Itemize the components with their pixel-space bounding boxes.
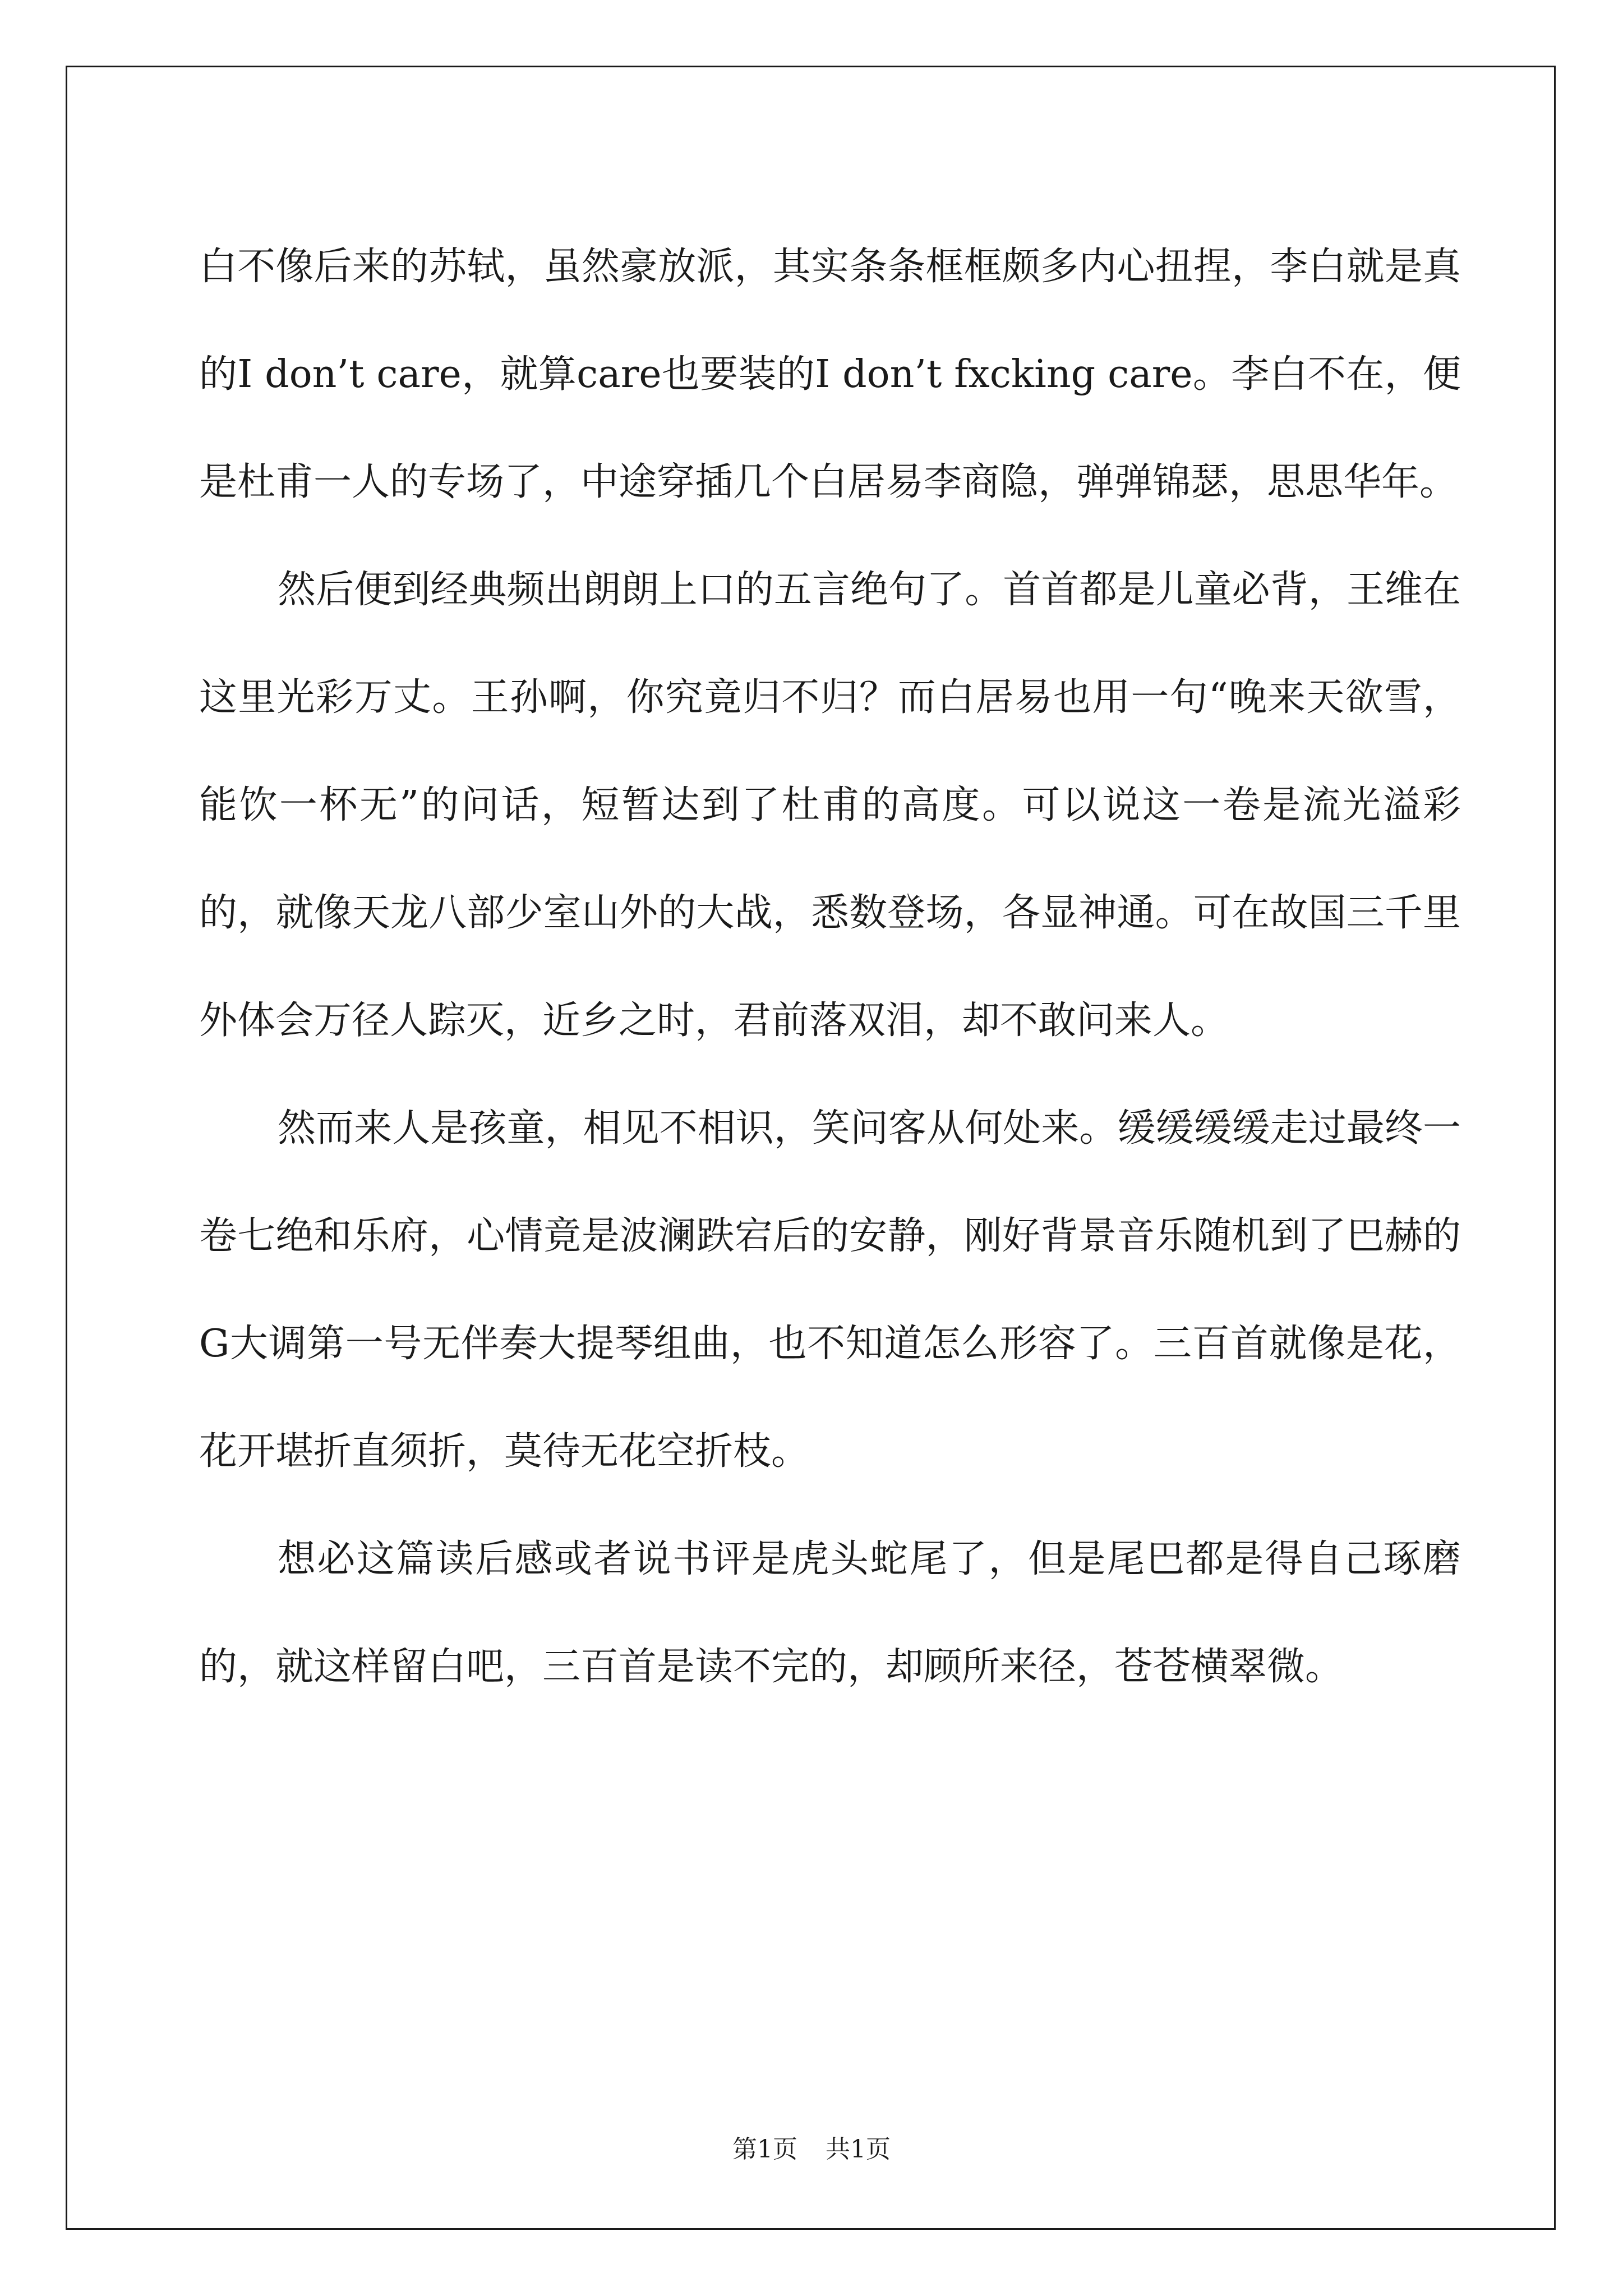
paragraph-1: 白不像后来的苏轼，虽然豪放派，其实条条框框颇多内心扭捏，李白就是真的I don’t care，就算care也要装的I don’t fxcking care。李白不在，便是杜甫一人的专场了，中途穿插几个白居易李商隐，弹弹锦瑟，思思华年。 (199, 245, 1461, 504)
paragraph-3: 然而来人是孩童，相见不相识，笑问客从何处来。缓缓缓缓走过最终一卷七绝和乐府，心情竟是波澜跌宕后的安静，刚好背景音乐随机到了巴赫的G大调第一号无伴奏大提琴组曲，也不知道怎么形容了。三百首就像是花，花开堪折直须折，莫待无花空折枝。 (199, 1106, 1461, 1474)
document-body (199, 213, 1461, 1721)
page-number: 第1页 (732, 2135, 797, 2164)
page-total: 共1页 (826, 2135, 891, 2164)
paragraph-2: 然后便到经典频出朗朗上口的五言绝句了。首首都是儿童必背，王维在这里光彩万丈。王孙啊，你究竟归不归？而白居易也用一句“晚来天欲雪，能饮一杯无”的问话，短暂达到了杜甫的高度。可以说这一卷是流光溢彩的，就像天龙八部少室山外的大战，悉数登场，各显神通。可在故国三千里外体会万径人踪灭，近乡之时，君前落双泪，却不敢问来人。 (199, 568, 1461, 1043)
paragraph-4: 想必这篇读后感或者说书评是虎头蛇尾了，但是尾巴都是得自己琢磨的，就这样留白吧，三百首是读不完的，却顾所来径，苍苍横翠微。 (199, 1537, 1461, 1689)
page-footer (0, 2129, 1623, 2165)
